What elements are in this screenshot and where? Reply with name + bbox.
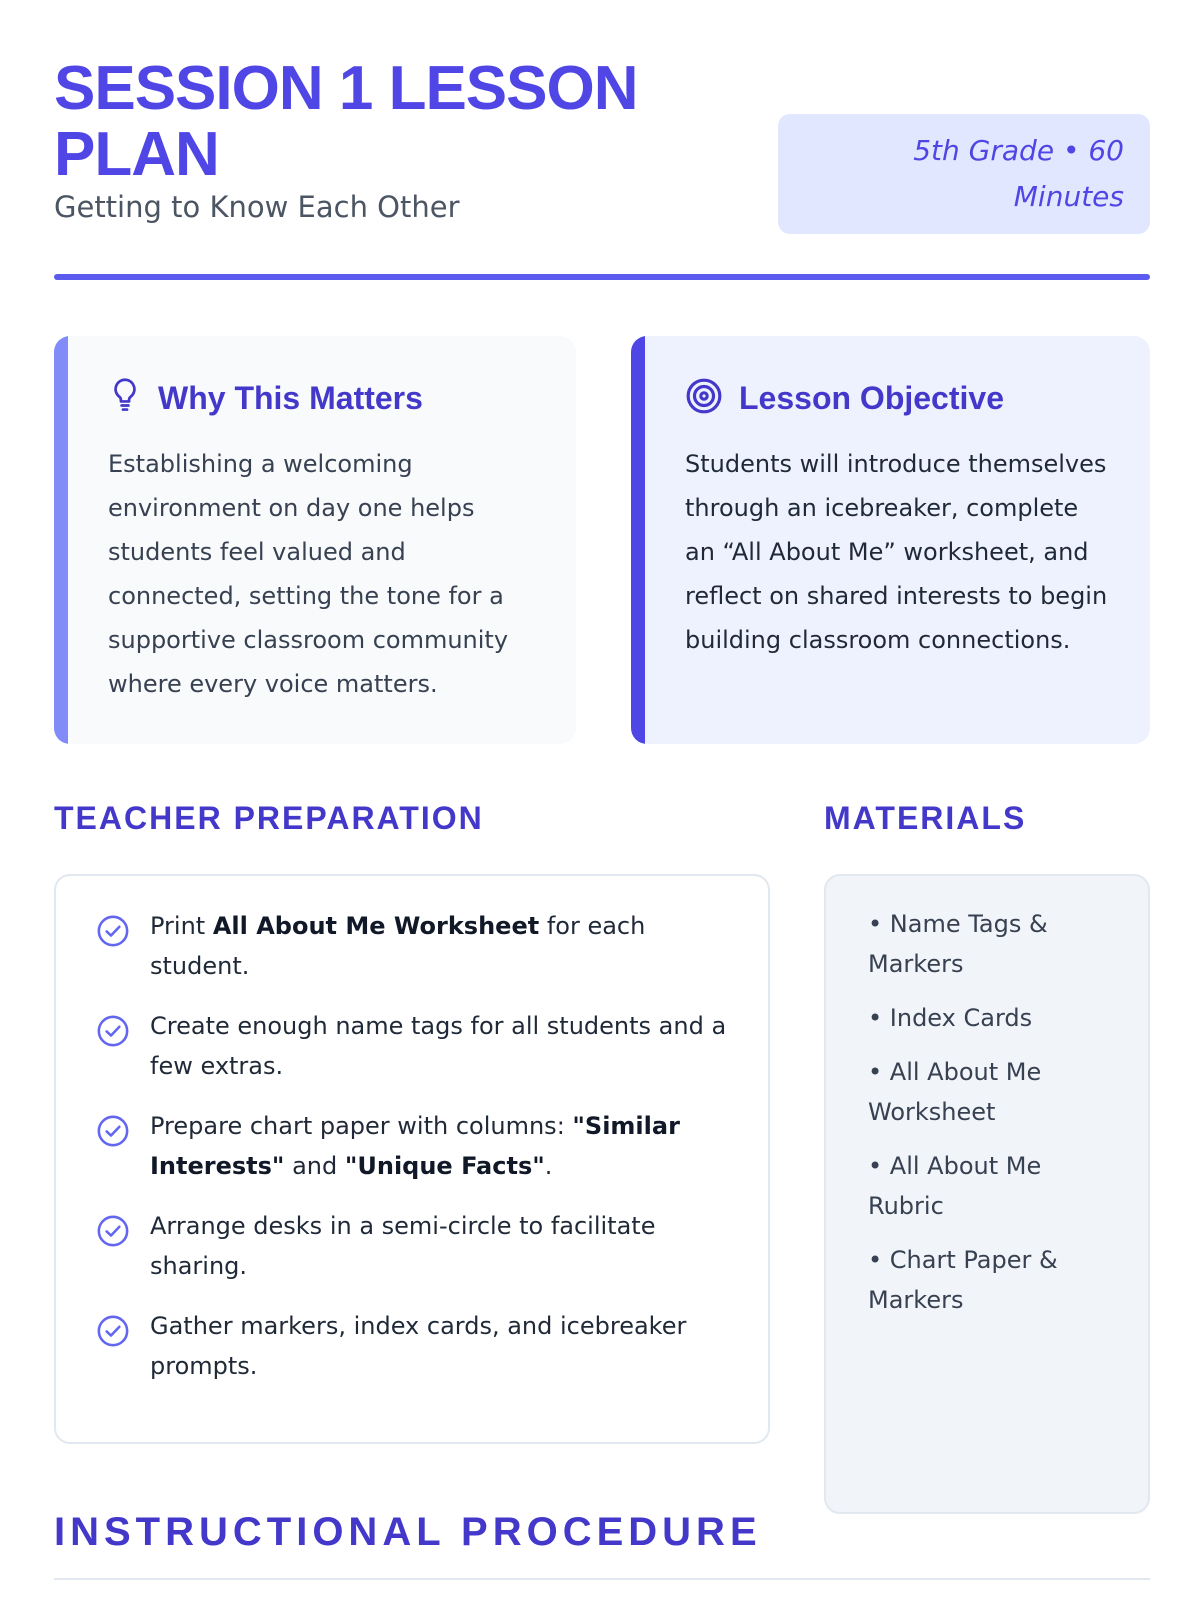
list-item [96, 1106, 728, 1186]
teacher-preparation-list [54, 874, 770, 1444]
prep-item-text: Print All About Me Worksheet for each student. [150, 912, 646, 980]
check-circle-icon [96, 914, 130, 948]
prep-item-text: Prepare chart paper with columns: "Similar Interests" and "Unique Facts". [150, 1112, 680, 1180]
prep-item-text: Arrange desks in a semi-circle to facilitate sharing. [150, 1212, 656, 1280]
prep-item-text: Gather markers, index cards, and icebreaker prompts. [150, 1312, 687, 1380]
header [54, 56, 1150, 282]
list-item: • Index Cards [868, 1004, 1033, 1032]
lightbulb-icon [108, 377, 142, 419]
list-item: • Chart Paper & Markers [868, 1246, 1058, 1314]
page-subtitle: Getting to Know Each Other [54, 190, 460, 224]
teacher-preparation-heading: TEACHER PREPARATION [54, 800, 484, 836]
check-circle-icon [96, 1014, 130, 1048]
page-title: SESSION 1 LESSON PLAN [54, 54, 638, 189]
list-item: • All About Me Rubric [868, 1152, 1042, 1220]
instructional-procedure-heading: INSTRUCTIONAL PROCEDURE [54, 1510, 762, 1554]
prep-item-text: Create enough name tags for all students and a few extras. [150, 1012, 727, 1080]
header-divider [54, 274, 1150, 280]
list-item: • Name Tags & Markers [868, 910, 1048, 978]
why-card-title: Why This Matters [158, 379, 423, 416]
objective-card-title: Lesson Objective [739, 379, 1004, 416]
materials-heading: MATERIALS [824, 800, 1027, 836]
list-item [96, 906, 728, 986]
grade-duration-badge: 5th Grade • 60 Minutes [778, 114, 1150, 234]
list-item: • All About Me Worksheet [868, 1058, 1042, 1126]
objective-card-text: Students will introduce themselves through an icebreaker, complete an “All About Me” worksheet, and reflect on shared interests to begin building classroom connections. [685, 450, 1108, 654]
lesson-objective-card [631, 336, 1150, 744]
check-circle-icon [96, 1314, 130, 1348]
list-item [96, 1306, 728, 1386]
check-circle-icon [96, 1214, 130, 1248]
list-item [96, 1006, 728, 1086]
check-circle-icon [96, 1114, 130, 1148]
why-this-matters-card [54, 336, 576, 744]
objective-card-header [685, 376, 1108, 420]
list-item [96, 1206, 728, 1286]
materials-list [824, 874, 1150, 1514]
procedure-divider [54, 1578, 1150, 1580]
why-card-text: Establishing a welcoming environment on day one helps students feel valued and connected, setting the tone for a supportive classroom community where every voice matters. [108, 450, 509, 698]
why-card-header [108, 376, 534, 420]
target-icon [685, 377, 723, 419]
